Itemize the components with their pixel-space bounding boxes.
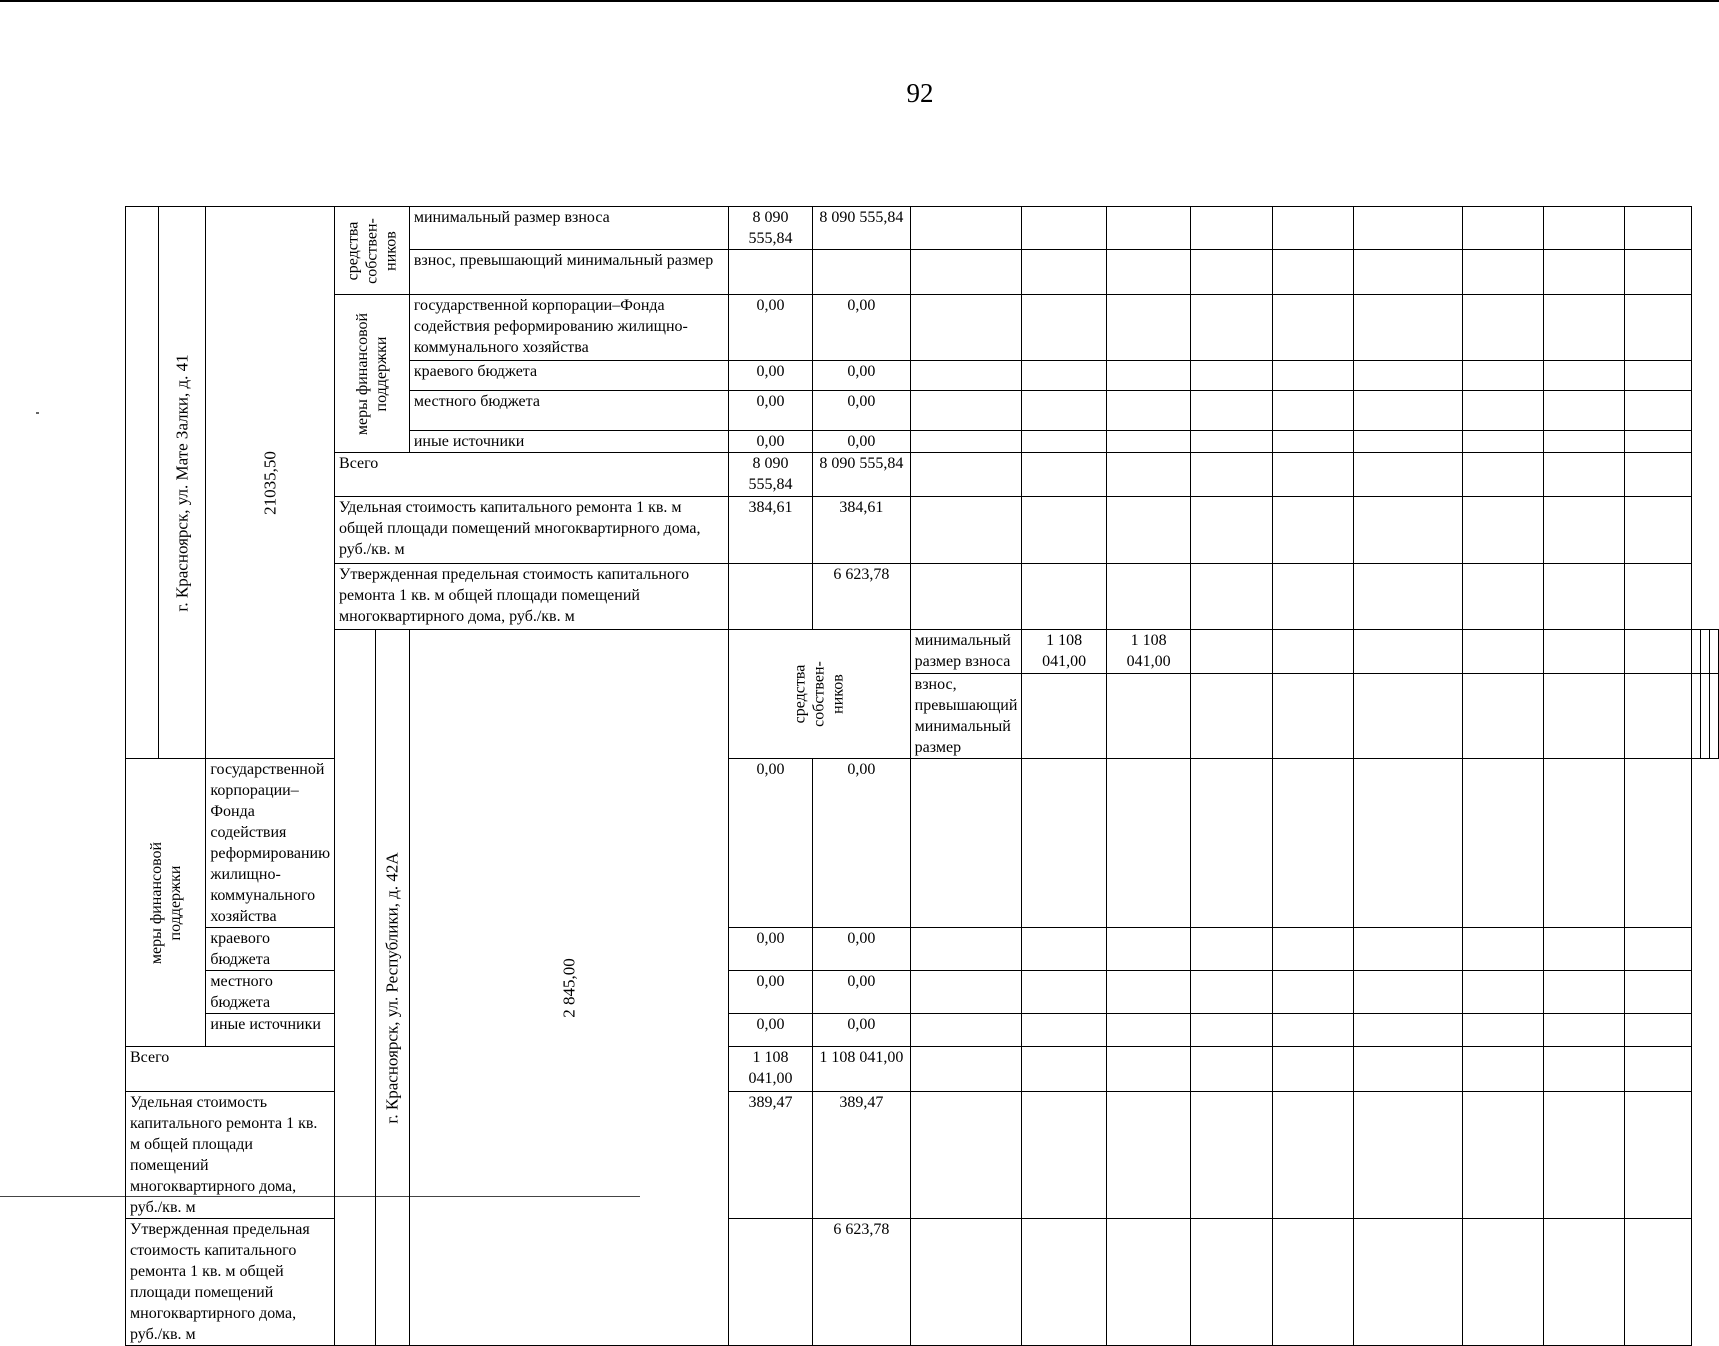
empty-cell xyxy=(1272,391,1353,431)
label-other-sources: иные источники xyxy=(409,431,728,453)
empty-cell xyxy=(910,391,1022,431)
empty-cell xyxy=(1544,361,1625,391)
empty-cell xyxy=(910,1092,1022,1219)
empty-cell xyxy=(1191,1047,1272,1092)
empty-cell xyxy=(1462,674,1543,759)
label-other-sources: иные источники xyxy=(206,1014,335,1047)
empty-cell xyxy=(1625,1219,1692,1346)
label-min-fee: минимальный размер взноса xyxy=(910,630,1022,674)
empty-cell xyxy=(1462,250,1543,295)
building-area: 21035,50 xyxy=(206,207,335,759)
empty-cell xyxy=(1272,1047,1353,1092)
empty-cell xyxy=(1692,630,1701,674)
empty-cell xyxy=(1544,453,1625,497)
empty-cell xyxy=(1106,250,1190,295)
empty-cell xyxy=(1191,295,1272,361)
empty-cell xyxy=(1191,1219,1272,1346)
empty-cell xyxy=(1544,759,1625,928)
empty-cell xyxy=(1191,564,1272,630)
empty-cell xyxy=(1272,295,1353,361)
empty-cell xyxy=(1625,564,1692,630)
empty-cell xyxy=(1353,391,1462,431)
empty-cell xyxy=(1353,564,1462,630)
empty-cell xyxy=(1191,759,1272,928)
empty-cell xyxy=(1462,630,1543,674)
table-row xyxy=(126,207,1719,250)
empty-cell xyxy=(1462,1047,1543,1092)
empty-cell: 0,00 xyxy=(728,295,812,361)
empty-cell xyxy=(1022,295,1106,361)
empty-cell xyxy=(1106,674,1190,759)
empty-cell xyxy=(1625,1047,1692,1092)
empty-cell xyxy=(1191,497,1272,564)
empty-cell xyxy=(1462,1092,1543,1219)
empty-cell: 384,61 xyxy=(728,497,812,564)
label-regional-budget: краевого бюджета xyxy=(206,928,335,971)
empty-cell xyxy=(1353,453,1462,497)
empty-cell xyxy=(1106,1014,1190,1047)
empty-cell xyxy=(1272,564,1353,630)
empty-cell xyxy=(1625,207,1692,250)
empty-cell xyxy=(1022,1014,1106,1047)
empty-cell xyxy=(1272,1014,1353,1047)
empty-cell xyxy=(1272,674,1353,759)
empty-cell xyxy=(1462,564,1543,630)
empty-cell xyxy=(1353,431,1462,453)
empty-cell xyxy=(1272,1219,1353,1346)
empty-cell xyxy=(1022,971,1106,1014)
empty-cell xyxy=(1022,250,1106,295)
empty-cell: 1 108 041,00 xyxy=(813,1047,910,1092)
empty-cell xyxy=(1191,1014,1272,1047)
empty-cell xyxy=(1106,1092,1190,1219)
empty-cell xyxy=(1625,1014,1692,1047)
empty-cell xyxy=(1191,207,1272,250)
empty-cell: 389,47 xyxy=(728,1092,812,1219)
empty-cell xyxy=(1272,928,1353,971)
empty-cell xyxy=(910,361,1022,391)
empty-cell xyxy=(1625,928,1692,971)
empty-cell xyxy=(1692,674,1701,759)
empty-cell xyxy=(1106,1219,1190,1346)
label-min-fee: минимальный размер взноса xyxy=(409,207,728,250)
label-approved-cost: Утвержденная предельная стоимость капитального ремонта 1 кв. м общей площади помещений многоквартирного дома, руб./кв. м xyxy=(126,1219,335,1346)
table-row xyxy=(126,497,1719,564)
empty-cell xyxy=(1272,361,1353,391)
empty-cell xyxy=(1462,361,1543,391)
empty-cell: 0,00 xyxy=(728,361,812,391)
empty-cell xyxy=(1022,391,1106,431)
empty-cell xyxy=(1106,928,1190,971)
empty-cell: 1 108 041,00 xyxy=(1106,630,1190,674)
table-row xyxy=(126,630,1719,674)
empty-cell xyxy=(1272,630,1353,674)
empty-cell xyxy=(910,431,1022,453)
empty-cell xyxy=(1022,928,1106,971)
empty-cell xyxy=(126,207,159,759)
label-regional-budget: краевого бюджета xyxy=(409,361,728,391)
group-owners: средства собствен-ников xyxy=(728,630,910,759)
empty-cell xyxy=(1625,630,1692,674)
empty-cell: 0,00 xyxy=(813,361,910,391)
empty-cell xyxy=(1191,1092,1272,1219)
empty-cell xyxy=(1191,630,1272,674)
empty-cell: 8 090 555,84 xyxy=(813,453,910,497)
empty-cell xyxy=(1191,928,1272,971)
empty-cell xyxy=(1106,453,1190,497)
empty-cell xyxy=(910,250,1022,295)
empty-cell xyxy=(1462,453,1543,497)
empty-cell: 8 090 555,84 xyxy=(813,207,910,250)
label-local-budget: местного бюджета xyxy=(206,971,335,1014)
label-unit-cost: Удельная стоимость капитального ремонта 1 кв. м общей площади помещений многоквартирного дома, руб./кв. м xyxy=(335,497,729,564)
empty-cell xyxy=(1353,497,1462,564)
group-support: меры финансовой поддержки xyxy=(126,759,206,1047)
label-local-budget: местного бюджета xyxy=(409,391,728,431)
empty-cell xyxy=(1022,564,1106,630)
label-above-min-fee: взнос, превышающий минимальный размер xyxy=(409,250,728,295)
building-area: 2 845,00 xyxy=(409,630,728,1346)
empty-cell xyxy=(1462,928,1543,971)
empty-cell xyxy=(1353,971,1462,1014)
empty-cell xyxy=(813,250,910,295)
empty-cell xyxy=(1544,1014,1625,1047)
empty-cell xyxy=(1022,759,1106,928)
empty-cell xyxy=(1272,453,1353,497)
empty-cell xyxy=(1462,759,1543,928)
empty-cell xyxy=(1353,759,1462,928)
empty-cell xyxy=(1462,207,1543,250)
empty-cell xyxy=(1022,361,1106,391)
label-unit-cost: Удельная стоимость капитального ремонта 1 кв. м общей площади помещений многоквартирного дома, руб./кв. м xyxy=(126,1092,335,1219)
empty-cell xyxy=(1022,1092,1106,1219)
empty-cell xyxy=(1272,207,1353,250)
empty-cell xyxy=(1625,391,1692,431)
empty-cell xyxy=(1272,971,1353,1014)
empty-cell xyxy=(1710,674,1719,759)
empty-cell xyxy=(1544,928,1625,971)
empty-cell: 0,00 xyxy=(728,928,812,971)
empty-cell: 0,00 xyxy=(813,431,910,453)
empty-cell xyxy=(1544,207,1625,250)
empty-cell xyxy=(1022,453,1106,497)
empty-cell xyxy=(1191,971,1272,1014)
empty-cell: 8 090 555,84 xyxy=(728,453,812,497)
empty-cell xyxy=(1544,630,1625,674)
empty-cell: 0,00 xyxy=(728,971,812,1014)
empty-cell xyxy=(1701,674,1710,759)
empty-cell xyxy=(1710,630,1719,674)
empty-cell xyxy=(1106,391,1190,431)
empty-cell xyxy=(1353,361,1462,391)
empty-cell xyxy=(1544,250,1625,295)
empty-cell xyxy=(1022,207,1106,250)
empty-cell xyxy=(1625,361,1692,391)
empty-cell xyxy=(1701,630,1710,674)
empty-cell xyxy=(910,971,1022,1014)
empty-cell xyxy=(1272,431,1353,453)
empty-cell xyxy=(1625,295,1692,361)
empty-cell xyxy=(1625,453,1692,497)
empty-cell xyxy=(1191,361,1272,391)
empty-cell: 389,47 xyxy=(813,1092,910,1219)
empty-cell xyxy=(910,928,1022,971)
empty-cell xyxy=(1462,1014,1543,1047)
empty-cell: 0,00 xyxy=(813,971,910,1014)
empty-cell xyxy=(910,564,1022,630)
label-approved-cost: Утвержденная предельная стоимость капитального ремонта 1 кв. м общей площади помещений многоквартирного дома, руб./кв. м xyxy=(335,564,729,630)
empty-cell xyxy=(910,497,1022,564)
empty-cell xyxy=(1272,1092,1353,1219)
empty-cell xyxy=(728,1219,812,1346)
empty-cell xyxy=(1106,759,1190,928)
building-address: г. Красноярск, ул. Мате Залки, д. 41 xyxy=(159,207,206,759)
empty-cell xyxy=(1022,1047,1106,1092)
table-row xyxy=(126,564,1719,630)
empty-cell xyxy=(1544,1219,1625,1346)
group-owners: средства собствен-ников xyxy=(335,207,410,295)
page-number: 92 xyxy=(906,78,934,108)
empty-cell xyxy=(1191,250,1272,295)
empty-cell xyxy=(1544,391,1625,431)
empty-cell xyxy=(910,1047,1022,1092)
empty-cell: 384,61 xyxy=(813,497,910,564)
empty-cell xyxy=(1625,674,1692,759)
empty-cell xyxy=(1106,295,1190,361)
empty-cell xyxy=(1625,497,1692,564)
empty-cell xyxy=(1625,1092,1692,1219)
label-total: Всего xyxy=(335,453,729,497)
label-state-corp: государственной корпорации–Фонда содействия реформированию жилищно-коммунального хозяйства xyxy=(409,295,728,361)
empty-cell xyxy=(1022,497,1106,564)
table-row xyxy=(126,453,1719,497)
empty-cell xyxy=(1106,497,1190,564)
empty-cell xyxy=(1462,971,1543,1014)
empty-cell xyxy=(1544,1092,1625,1219)
empty-cell xyxy=(1022,674,1106,759)
scan-border-top xyxy=(0,0,1719,2)
empty-cell: 0,00 xyxy=(728,1014,812,1047)
empty-cell xyxy=(1353,295,1462,361)
empty-cell xyxy=(1544,1047,1625,1092)
empty-cell xyxy=(1353,1014,1462,1047)
empty-cell xyxy=(1272,759,1353,928)
empty-cell xyxy=(1022,1219,1106,1346)
empty-cell xyxy=(1191,391,1272,431)
empty-cell xyxy=(1022,431,1106,453)
empty-cell xyxy=(910,759,1022,928)
empty-cell: 0,00 xyxy=(813,295,910,361)
empty-cell xyxy=(1544,431,1625,453)
empty-cell xyxy=(1106,361,1190,391)
empty-cell xyxy=(910,1014,1022,1047)
empty-cell xyxy=(1625,431,1692,453)
empty-cell xyxy=(1191,453,1272,497)
empty-cell xyxy=(1191,674,1272,759)
empty-cell: 6 623,78 xyxy=(813,564,910,630)
empty-cell xyxy=(1544,674,1625,759)
empty-cell: 0,00 xyxy=(813,759,910,928)
building-address: г. Красноярск, ул. Республики, д. 42А xyxy=(375,630,409,1346)
empty-cell xyxy=(1353,250,1462,295)
empty-cell xyxy=(1353,1219,1462,1346)
empty-cell xyxy=(1106,564,1190,630)
empty-cell xyxy=(1625,971,1692,1014)
empty-cell xyxy=(1462,295,1543,361)
empty-cell xyxy=(1462,431,1543,453)
empty-cell: 0,00 xyxy=(813,928,910,971)
empty-cell xyxy=(1272,250,1353,295)
empty-cell xyxy=(1272,497,1353,564)
empty-cell xyxy=(910,207,1022,250)
empty-cell xyxy=(335,630,375,1346)
empty-cell xyxy=(728,250,812,295)
empty-cell xyxy=(1544,971,1625,1014)
empty-cell xyxy=(1353,207,1462,250)
scan-speck xyxy=(36,412,39,414)
empty-cell: 8 090 555,84 xyxy=(728,207,812,250)
empty-cell: 1 108 041,00 xyxy=(1022,630,1106,674)
empty-cell xyxy=(910,453,1022,497)
empty-cell: 0,00 xyxy=(728,391,812,431)
empty-cell xyxy=(910,1219,1022,1346)
empty-cell: 0,00 xyxy=(813,1014,910,1047)
empty-cell xyxy=(1106,1047,1190,1092)
empty-cell: 0,00 xyxy=(813,391,910,431)
label-above-min-fee: взнос, превышающий минимальный размер xyxy=(910,674,1022,759)
empty-cell xyxy=(728,564,812,630)
empty-cell xyxy=(1353,630,1462,674)
group-support: меры финансовой поддержки xyxy=(335,295,410,453)
table-row xyxy=(126,295,1719,361)
empty-cell xyxy=(910,295,1022,361)
empty-cell xyxy=(1544,295,1625,361)
empty-cell: 1 108 041,00 xyxy=(728,1047,812,1092)
empty-cell xyxy=(1353,928,1462,971)
empty-cell xyxy=(1625,250,1692,295)
empty-cell xyxy=(1462,497,1543,564)
empty-cell xyxy=(1353,1047,1462,1092)
empty-cell xyxy=(1353,674,1462,759)
empty-cell xyxy=(1106,431,1190,453)
empty-cell xyxy=(1625,759,1692,928)
empty-cell xyxy=(1462,1219,1543,1346)
capital-repair-table xyxy=(125,206,1719,1346)
label-total: Всего xyxy=(126,1047,335,1092)
empty-cell: 6 623,78 xyxy=(813,1219,910,1346)
empty-cell xyxy=(1462,391,1543,431)
empty-cell xyxy=(1353,1092,1462,1219)
label-state-corp: государственной корпорации–Фонда содействия реформированию жилищно-коммунального хозяйства xyxy=(206,759,335,928)
empty-cell: 0,00 xyxy=(728,759,812,928)
empty-cell xyxy=(1544,564,1625,630)
empty-cell: 0,00 xyxy=(728,431,812,453)
empty-cell xyxy=(1106,207,1190,250)
empty-cell xyxy=(1106,971,1190,1014)
empty-cell xyxy=(1544,497,1625,564)
empty-cell xyxy=(1191,431,1272,453)
